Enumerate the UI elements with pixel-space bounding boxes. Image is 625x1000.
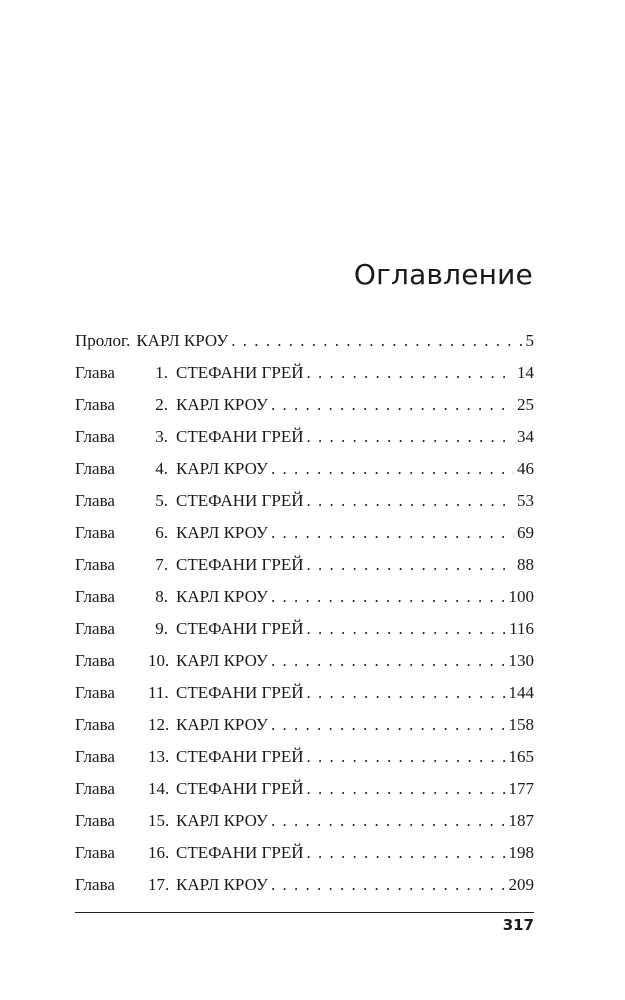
toc-entry-title: СТЕФАНИ ГРЕЙ <box>176 683 304 702</box>
toc-entry-page-number: 165 <box>508 747 534 766</box>
toc-entry-label: Глава <box>75 811 115 830</box>
toc-entry-title: СТЕФАНИ ГРЕЙ <box>176 619 304 638</box>
toc-entry-number: 6. <box>155 523 168 542</box>
toc-entry-number: 17. <box>148 875 170 894</box>
toc-dot-leader <box>307 613 507 645</box>
toc-entry[interactable] <box>75 741 534 773</box>
toc-entry-number: 1. <box>155 363 168 382</box>
toc-entry[interactable] <box>75 805 534 837</box>
toc-entry[interactable] <box>75 485 534 517</box>
toc-dot-leader <box>307 773 506 805</box>
toc-entry-number: 5. <box>155 491 168 510</box>
toc-entry-page-number: 209 <box>508 875 534 894</box>
toc-dot-leader <box>307 677 506 709</box>
toc-entry[interactable] <box>75 869 534 901</box>
toc-entry-number: 3. <box>155 427 168 446</box>
toc-entry[interactable] <box>75 517 534 549</box>
toc-entry-title: КАРЛ КРОУ <box>176 395 268 414</box>
toc-entry-title: СТЕФАНИ ГРЕЙ <box>176 747 304 766</box>
toc-entry-label: Глава <box>75 619 115 638</box>
toc-entry-title: КАРЛ КРОУ <box>176 875 268 894</box>
toc-entry[interactable] <box>75 645 534 677</box>
toc-entry-page-number: 88 <box>517 555 534 574</box>
toc-entry-page-number: 130 <box>508 651 534 670</box>
toc-entry-number: 9. <box>155 619 168 638</box>
toc-dot-leader <box>307 485 515 517</box>
toc-entry-title: КАРЛ КРОУ <box>176 587 268 606</box>
toc-entry-page-number: 34 <box>517 427 534 446</box>
toc-entry-title: СТЕФАНИ ГРЕЙ <box>176 779 304 798</box>
toc-entry-label: Глава <box>75 491 115 510</box>
toc-entry-label: Глава <box>75 427 115 446</box>
page-title: Оглавление <box>353 258 533 291</box>
toc-entry[interactable] <box>75 453 534 485</box>
toc-entry-number: 4. <box>155 459 168 478</box>
toc-entry-page-number: 53 <box>517 491 534 510</box>
toc-entry-label: Глава <box>75 363 115 382</box>
toc-entry-page-number: 198 <box>508 843 534 862</box>
toc-entry-page-number: 158 <box>508 715 534 734</box>
toc-entry-page-number: 177 <box>508 779 534 798</box>
toc-entry-title: СТЕФАНИ ГРЕЙ <box>176 427 304 446</box>
toc-entry-number: 12. <box>148 715 170 734</box>
toc-entry[interactable] <box>75 389 534 421</box>
toc-entry-number: 10. <box>148 651 170 670</box>
toc-dot-leader <box>307 357 515 389</box>
toc-entry[interactable] <box>75 773 534 805</box>
toc-entry-title: КАРЛ КРОУ <box>176 459 268 478</box>
toc-entry-label: Глава <box>75 395 115 414</box>
toc-entry-page-number: 187 <box>508 811 534 830</box>
toc-entry[interactable] <box>75 325 534 357</box>
toc-entry[interactable] <box>75 581 534 613</box>
toc-dot-leader <box>307 549 515 581</box>
toc-entry[interactable] <box>75 421 534 453</box>
toc-entry-title: КАРЛ КРОУ <box>176 523 268 542</box>
toc-entry-page-number: 144 <box>508 683 534 702</box>
toc-entry-label: Глава <box>75 683 115 702</box>
toc-entry-label: Глава <box>75 523 115 542</box>
toc-entry-page-number: 69 <box>517 523 534 542</box>
toc-entry-label: Глава <box>75 587 115 606</box>
toc-entry[interactable] <box>75 357 534 389</box>
table-of-contents <box>75 325 534 901</box>
toc-dot-leader <box>307 421 515 453</box>
toc-entry-page-number: 46 <box>517 459 534 478</box>
toc-dot-leader <box>271 869 506 901</box>
toc-entry-title: КАРЛ КРОУ <box>176 715 268 734</box>
toc-entry-number: 14. <box>148 779 170 798</box>
toc-entry-label: Глава <box>75 459 115 478</box>
toc-entry-number: 13. <box>148 747 170 766</box>
toc-dot-leader <box>271 805 506 837</box>
toc-entry-label: Глава <box>75 843 115 862</box>
toc-entry-label: Глава <box>75 747 115 766</box>
toc-entry-page-number: 25 <box>517 395 534 414</box>
toc-entry-number: 8. <box>155 587 168 606</box>
toc-entry-number: 7. <box>155 555 168 574</box>
toc-entry-number: 11. <box>148 683 169 702</box>
toc-entry-title: КАРЛ КРОУ <box>136 331 229 350</box>
toc-entry[interactable] <box>75 677 534 709</box>
toc-entry-title: КАРЛ КРОУ <box>176 811 268 830</box>
toc-entry-page-number: 116 <box>509 619 534 638</box>
toc-entry[interactable] <box>75 837 534 869</box>
toc-entry[interactable] <box>75 613 534 645</box>
toc-entry-number: 15. <box>148 811 170 830</box>
toc-dot-leader <box>271 709 506 741</box>
toc-dot-leader <box>271 517 514 549</box>
toc-entry-title: СТЕФАНИ ГРЕЙ <box>176 555 304 574</box>
toc-entry-title: КАРЛ КРОУ <box>176 651 268 670</box>
toc-entry-label: Пролог. <box>75 331 131 350</box>
toc-entry-page-number: 100 <box>508 587 534 606</box>
toc-entry-title: СТЕФАНИ ГРЕЙ <box>176 843 304 862</box>
toc-dot-leader <box>231 325 522 357</box>
toc-entry-page-number: 5 <box>525 331 534 350</box>
toc-entry[interactable] <box>75 549 534 581</box>
toc-entry-label: Глава <box>75 651 115 670</box>
toc-entry-label: Глава <box>75 715 115 734</box>
toc-dot-leader <box>271 581 506 613</box>
toc-dot-leader <box>307 837 506 869</box>
toc-entry-label: Глава <box>75 779 115 798</box>
toc-dot-leader <box>271 389 514 421</box>
toc-dot-leader <box>271 645 506 677</box>
toc-entry[interactable] <box>75 709 534 741</box>
footer-divider <box>75 912 534 913</box>
toc-entry-title: СТЕФАНИ ГРЕЙ <box>176 491 304 510</box>
toc-entry-page-number: 14 <box>517 363 534 382</box>
toc-dot-leader <box>307 741 506 773</box>
toc-entry-label: Глава <box>75 555 115 574</box>
toc-entry-number: 16. <box>148 843 170 862</box>
toc-entry-label: Глава <box>75 875 115 894</box>
footer-page-number: 317 <box>502 916 534 934</box>
toc-entry-title: СТЕФАНИ ГРЕЙ <box>176 363 304 382</box>
toc-entry-number: 2. <box>155 395 168 414</box>
toc-dot-leader <box>271 453 514 485</box>
